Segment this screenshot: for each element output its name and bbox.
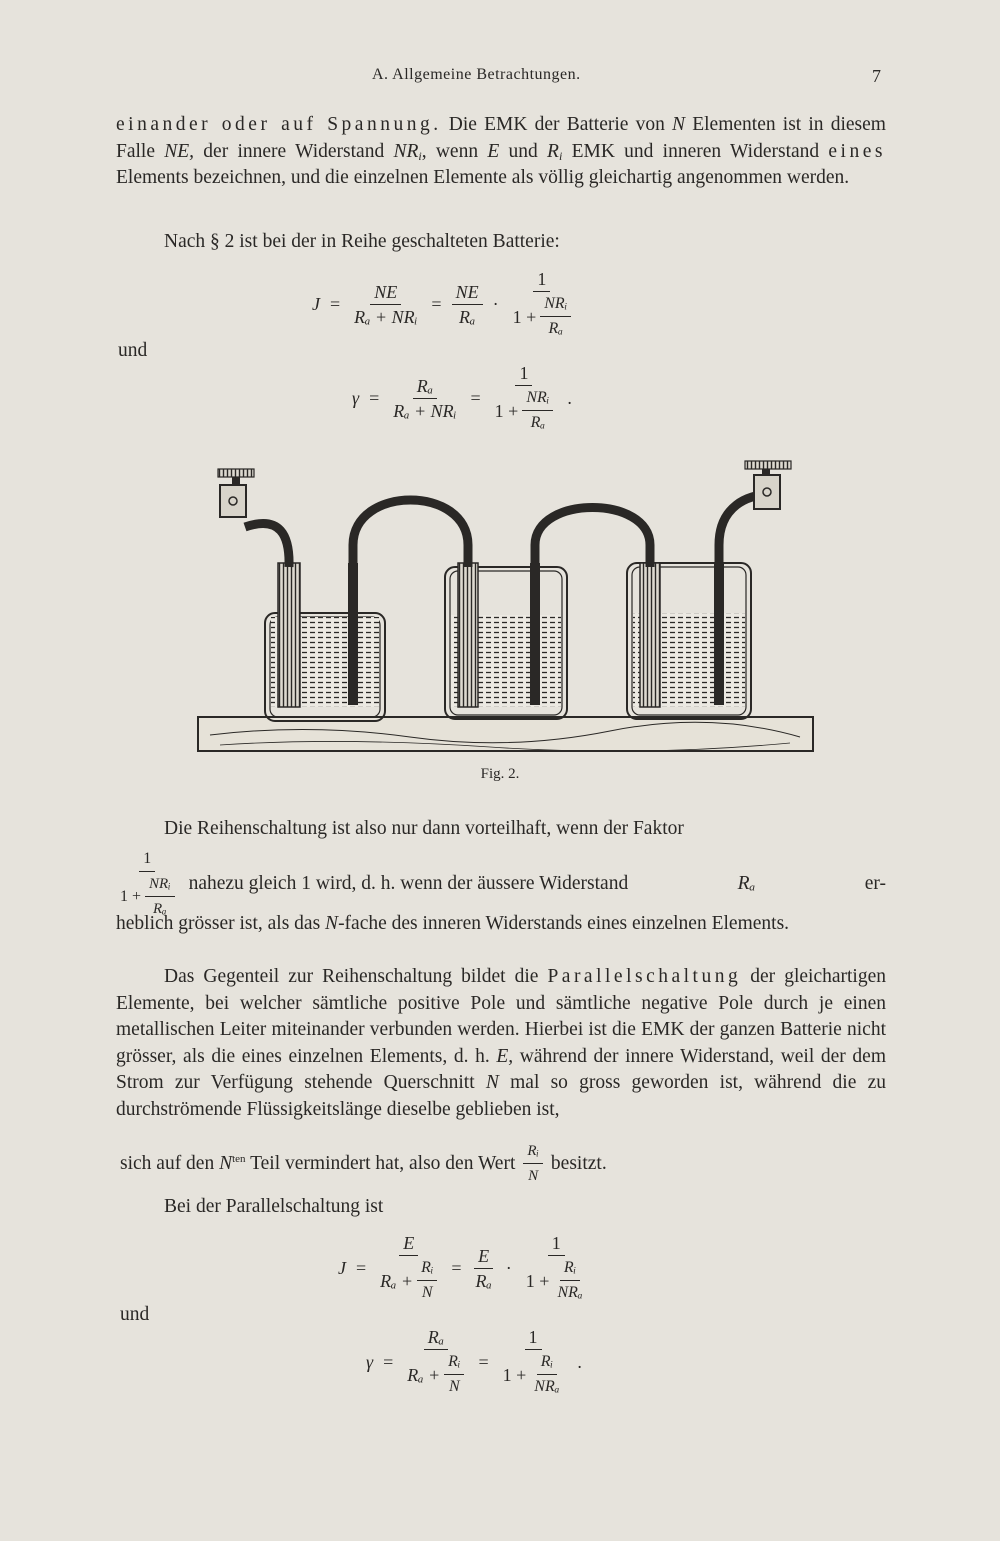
spaced-phrase: einander oder auf Spannung.: [116, 114, 442, 135]
right-terminal: [745, 461, 791, 509]
jar-2: [445, 563, 567, 719]
fraction: $\frac{NE}{\text{Rₐ + NRᵢ}}$: [354, 281, 418, 327]
fraction: $\frac{\text{Rₐ}}{\text{Rₐ + NRᵢ}}$: [393, 375, 457, 421]
eq-lhs: J: [338, 1257, 346, 1278]
battery-figure: [190, 455, 820, 760]
paragraph-parallel-last-line: sich auf den $N^{ten}$ Teil vermindert hat, also den Wert $\frac{\text{Rᵢ}}{N}$ besitzt.: [120, 1140, 607, 1187]
paragraph-conclusion-line1: Die Reihenschaltung ist also nur dann vorteilhaft, wenn der Faktor: [164, 818, 684, 839]
eq-lhs: γ: [352, 387, 360, 408]
text: der innere Widerstand: [194, 140, 394, 162]
eq-lhs: J: [312, 293, 320, 314]
text: Die EMK der Batterie von: [441, 114, 673, 135]
text: und: [499, 140, 548, 162]
eq-lhs: γ: [366, 1351, 374, 1372]
fraction: 1 1 + $\frac{\text{NRᵢ}}{\text{Rₐ}}$: [509, 268, 576, 340]
fraction: 1 1 + $\frac{\text{NRᵢ}}{\text{Rₐ}}$: [491, 362, 558, 434]
paragraph-conclusion-rest: heblich grösser ist, als das N-fache des inneren Widerstands eines einzelnen Elements.: [116, 913, 790, 934]
jar-1: [265, 563, 385, 721]
page-number: 7: [872, 66, 881, 86]
label-und: und: [118, 340, 148, 361]
spaced-word: Parallelschaltung: [547, 966, 742, 987]
math-NE: NE,: [164, 140, 195, 162]
paragraph-series-intro: [116, 112, 886, 192]
factor-fraction: 1 1 + $\frac{\text{NRᵢ}}{\text{Rₐ}}$: [116, 848, 179, 920]
running-head: A. Allgemeine Betrachtungen.: [372, 66, 581, 83]
equation-parallel-efficiency: γ = Rₐ Rₐ + $\frac{\text{Rᵢ}}{N}$ = 1 1 + $\frac{\text{Rᵢ}}{\text{NRₐ}}$ .: [366, 1326, 582, 1398]
text: Elementen ist in diesem Falle: [116, 114, 886, 162]
wooden-base: [198, 717, 813, 751]
fraction: E Rₐ + $\frac{\text{Rᵢ}}{N}$: [376, 1232, 441, 1304]
text: er-: [864, 873, 886, 894]
text: , wenn: [421, 140, 488, 162]
paragraph-nach: Nach § 2 ist bei der in Reihe geschalteten Batterie:: [164, 231, 560, 252]
equation-parallel-current: J = E Rₐ + $\frac{\text{Rᵢ}}{N}$ = $\frac{E}{\text{Rₐ}}$ · 1 1 + $\frac{\text{Rᵢ}}{\text{NRₐ}}$: [338, 1232, 591, 1304]
math-Ri: $R_i$: [547, 140, 563, 163]
page-header: [0, 66, 1000, 92]
paragraph-parallel: Das Gegenteil zur Reihenschaltung bildet die Parallelschaltung der gleichartigen Elemente, bei welcher sämtliche positive Pole und sämtliche negative Pole durch je einen metallischen Leiter miteinander verbunden werden. Hierbei ist die EMK der ganzen Batterie nicht grösser, als die eines einzelnen Elements, d. h. E, während der innere Widerstand, weil der dem Strom zur Verfügung stehende Querschnitt N mal so gross geworden ist, während die zu durchströmende Flüssigkeitslänge dieselbe geblieben ist,: [116, 966, 886, 1120]
equation-series-efficiency: γ = $\frac{\text{Rₐ}}{\text{Rₐ + NRᵢ}}$ = 1 1 + $\frac{\text{NRᵢ}}{\text{Rₐ}}$ .: [352, 362, 572, 434]
text: nahezu gleich 1 wird, d. h. wenn der äussere Widerstand: [188, 873, 629, 894]
fraction: $\frac{E}{\text{Rₐ}}$: [475, 1245, 492, 1291]
paragraph-conclusion-line2: [116, 848, 886, 920]
math-Ra: Rₐ: [737, 873, 756, 894]
jar-3: [627, 563, 751, 719]
fraction: 1 1 + $\frac{\text{Rᵢ}}{\text{NRₐ}}$: [525, 1233, 583, 1301]
equation-series-current: J = $\frac{NE}{\text{Rₐ + NRᵢ}}$ = $\frac{NE}{\text{Rₐ}}$ · 1 1 + $\frac{\text{NRᵢ}}{\text{Rₐ}}$: [312, 268, 575, 340]
connecting-wires: [245, 495, 765, 567]
spaced-word: eines: [828, 140, 886, 162]
math-E: E: [487, 140, 500, 162]
text: EMK und inneren Widerstand: [562, 140, 829, 162]
math-N: N: [672, 114, 686, 135]
text: Elements bezeichnen, und die einzelnen Elemente als völlig gleichartig angenommen werden.: [116, 167, 850, 188]
fraction: 1 1 + $\frac{\text{Rᵢ}}{\text{NRₐ}}$: [502, 1327, 560, 1395]
left-terminal: [218, 469, 254, 517]
label-und: und: [120, 1304, 150, 1325]
fraction: Rₐ Rₐ + $\frac{\text{Rᵢ}}{N}$: [403, 1326, 468, 1398]
math-NRi: $NR_i$: [393, 140, 422, 163]
fraction: $\frac{\text{Rᵢ}}{N}$: [523, 1140, 543, 1187]
fraction: $\frac{NE}{\text{Rₐ}}$: [452, 281, 483, 328]
paragraph-bei-der: Bei der Parallelschaltung ist: [164, 1196, 384, 1217]
figure-caption: Fig. 2.: [480, 766, 520, 782]
